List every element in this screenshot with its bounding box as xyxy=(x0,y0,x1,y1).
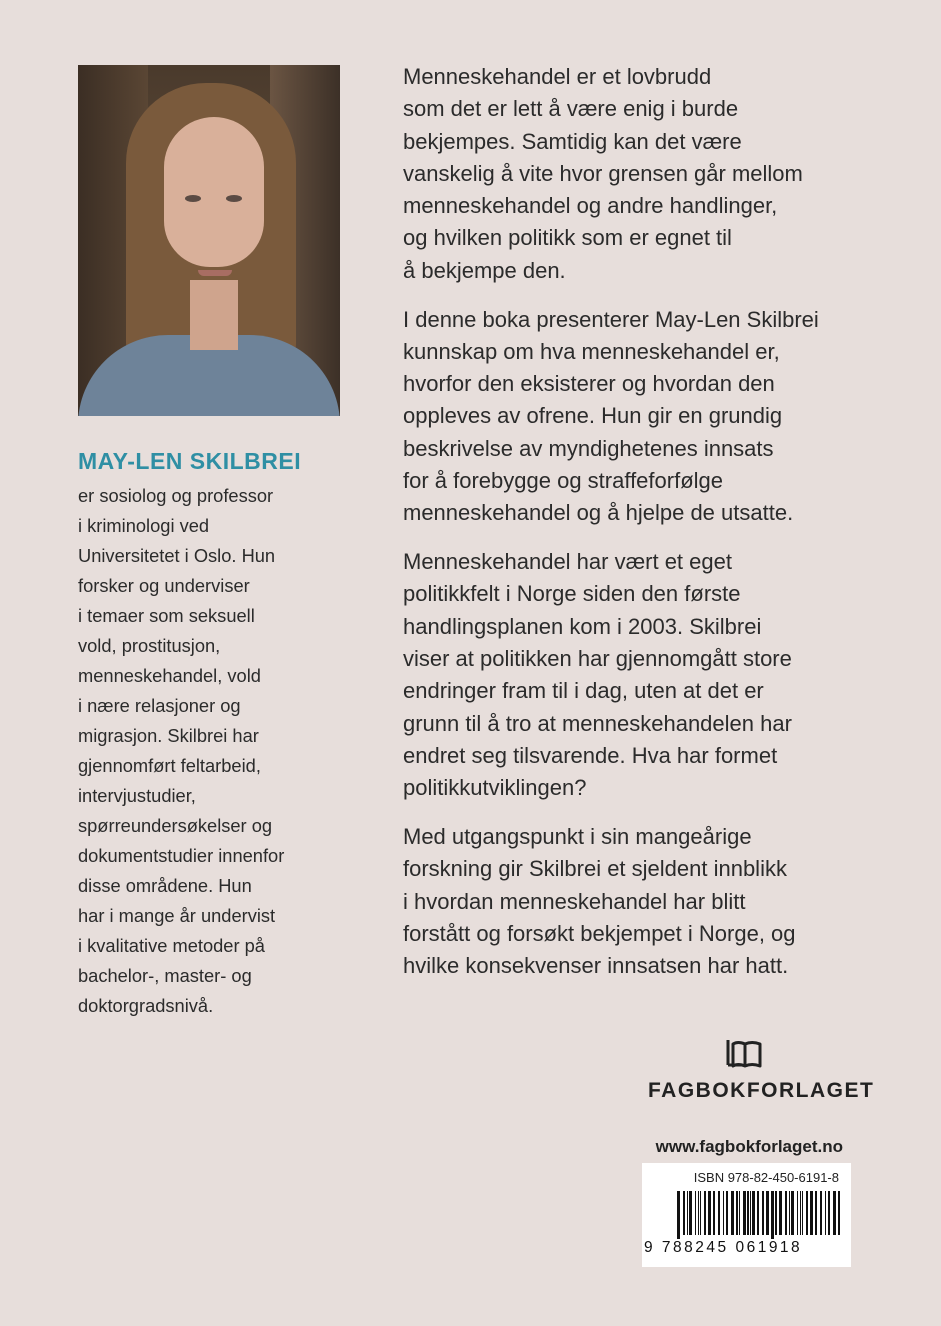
barcode-bar xyxy=(687,1191,688,1235)
barcode-bar xyxy=(736,1191,738,1235)
description-line: kunnskap om hva menneskehandel er, xyxy=(403,338,780,364)
description-line: grunn til å tro at menneskehandelen har xyxy=(403,710,792,736)
barcode-bar xyxy=(723,1191,724,1235)
barcode-bar xyxy=(775,1191,777,1235)
publisher-logo xyxy=(648,1038,875,1108)
description-line: i hvordan menneskehandel har blitt xyxy=(403,888,746,914)
barcode-bar xyxy=(802,1191,803,1235)
bio-line: menneskehandel, vold xyxy=(78,665,261,686)
bio-line: har i mange år undervist xyxy=(78,905,276,926)
barcode-bar xyxy=(698,1191,699,1235)
barcode-bar xyxy=(779,1191,782,1235)
description-line: Menneskehandel har vært et eget xyxy=(403,549,732,575)
barcode-bar xyxy=(789,1191,790,1235)
isbn-label: ISBN 978-82-450-6191-8 xyxy=(693,1170,839,1185)
bio-line: intervjustudier, xyxy=(78,785,196,806)
barcode-bar xyxy=(713,1191,715,1235)
description-paragraph xyxy=(403,546,873,804)
description-line: Med utgangspunkt i sin mangeårige xyxy=(403,824,752,850)
bio-line: dokumentstudier innenfor xyxy=(78,845,285,866)
barcode-bar xyxy=(766,1191,769,1235)
description-line: å bekjempe den. xyxy=(403,257,566,283)
author-name: MAY-LEN SKILBREI xyxy=(78,448,302,474)
description-line: handlingsplanen kom i 2003. Skilbrei xyxy=(403,613,762,639)
isbn-barcode-box xyxy=(642,1163,851,1267)
description-line: for å forebygge og straffeforfølge xyxy=(403,468,723,494)
barcode-bar xyxy=(708,1191,711,1235)
barcode-bar xyxy=(695,1191,696,1235)
barcode-bar xyxy=(747,1191,749,1235)
bio-line: bachelor-, master- og xyxy=(78,965,252,986)
book-description xyxy=(403,61,873,999)
barcode-bar xyxy=(762,1191,764,1235)
bio-line: forsker og underviser xyxy=(78,575,250,596)
description-line: som det er lett å være enig i burde xyxy=(403,96,739,122)
description-line: Menneskehandel er et lovbrudd xyxy=(403,64,712,89)
bio-line: i nære relasjoner og xyxy=(78,695,241,716)
barcode-bar xyxy=(791,1191,794,1235)
barcode xyxy=(675,1191,841,1239)
description-line: hvilke konsekvenser innsatsen har hatt. xyxy=(403,953,789,979)
description-line: hvorfor den eksisterer og hvordan den xyxy=(403,371,775,397)
bio-line: vold, prostitusjon, xyxy=(78,635,221,656)
barcode-bar xyxy=(743,1191,746,1235)
barcode-bar xyxy=(700,1191,701,1235)
bio-line: i kriminologi ved xyxy=(78,515,210,536)
barcode-bar xyxy=(683,1191,685,1235)
description-line: beskrivelse av myndighetenes innsats xyxy=(403,435,774,461)
bio-line: i kvalitative metoder på xyxy=(78,935,265,956)
bio-line: doktorgradsnivå. xyxy=(78,995,214,1016)
barcode-bar xyxy=(771,1191,774,1239)
description-line: politikkfelt i Norge siden den første xyxy=(403,581,741,607)
description-line: menneskehandel og å hjelpe de utsatte. xyxy=(403,500,794,526)
barcode-bar xyxy=(726,1191,728,1235)
description-line: endringer fram til i dag, uten at det er xyxy=(403,678,764,704)
description-line: forstått og forsøkt bekjempet i Norge, og xyxy=(403,920,796,946)
description-line: forskning gir Skilbrei et sjeldent innblikk xyxy=(403,856,787,882)
bio-line: disse områdene. Hun xyxy=(78,875,252,896)
description-line: menneskehandel og andre handlinger, xyxy=(403,193,778,219)
description-paragraph xyxy=(403,61,873,287)
description-line: og hvilken politikk som er egnet til xyxy=(403,225,732,251)
barcode-bar xyxy=(752,1191,755,1235)
barcode-bar xyxy=(833,1191,836,1235)
description-line: bekjempes. Samtidig kan det være xyxy=(403,128,742,154)
publisher-name: FAGBOKFORLAGET xyxy=(648,1079,875,1102)
barcode-bar xyxy=(731,1191,734,1235)
barcode-bar xyxy=(689,1191,692,1235)
bio-line: gjennomført feltarbeid, xyxy=(78,755,261,776)
publisher-website[interactable]: www.fagbokforlaget.no xyxy=(655,1137,843,1156)
description-line: endret seg tilsvarende. Hva har formet xyxy=(403,742,778,768)
barcode-bar xyxy=(838,1191,840,1235)
barcode-bar xyxy=(718,1191,720,1235)
barcode-bar xyxy=(820,1191,822,1235)
bio-line: er sosiolog og professor xyxy=(78,485,274,506)
barcode-bar xyxy=(739,1191,740,1235)
description-paragraph xyxy=(403,304,873,530)
author-photo xyxy=(78,65,340,416)
barcode-bar xyxy=(825,1191,826,1235)
description-line: oppleves av ofrene. Hun gir en grundig xyxy=(403,403,783,429)
description-line: vanskelig å vite hvor grensen går mellom xyxy=(403,160,803,186)
barcode-bar xyxy=(800,1191,801,1235)
barcode-bar xyxy=(677,1191,680,1239)
author-bio xyxy=(78,481,358,1021)
description-line: I denne boka presenterer May-Len Skilbrei xyxy=(403,306,819,332)
bio-line: migrasjon. Skilbrei har xyxy=(78,725,259,746)
description-paragraph xyxy=(403,821,873,982)
barcode-bar xyxy=(750,1191,751,1235)
bio-line: Universitetet i Oslo. Hun xyxy=(78,545,276,566)
barcode-bar xyxy=(704,1191,706,1235)
barcode-bar xyxy=(806,1191,808,1235)
barcode-bar xyxy=(785,1191,787,1235)
open-book-logo-icon xyxy=(725,1038,765,1070)
barcode-bar xyxy=(757,1191,759,1235)
barcode-bar xyxy=(797,1191,798,1235)
bio-line: spørreundersøkelser og xyxy=(78,815,273,836)
barcode-bar xyxy=(810,1191,813,1235)
description-line: viser at politikken har gjennomgått store xyxy=(403,646,792,672)
barcode-bar xyxy=(815,1191,817,1235)
description-line: politikkutviklingen? xyxy=(403,775,587,801)
barcode-digits: 9 788245 061918 xyxy=(644,1239,803,1256)
bio-line: i temaer som seksuell xyxy=(78,605,255,626)
barcode-bar xyxy=(828,1191,830,1235)
